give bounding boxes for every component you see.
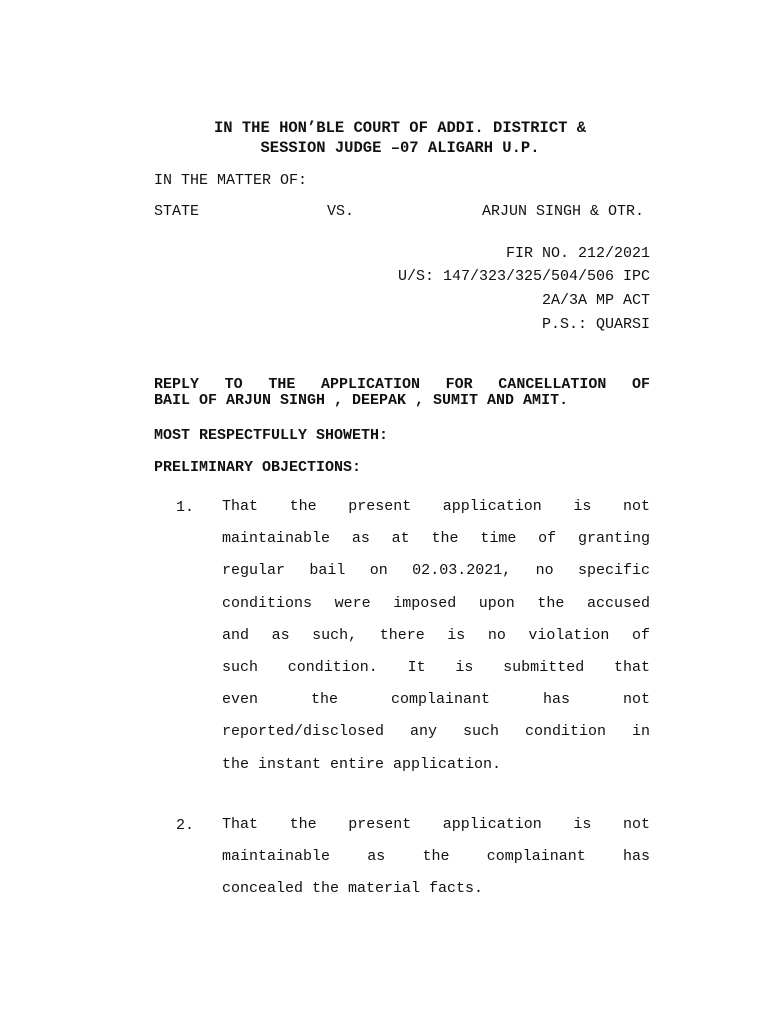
objection-line: concealed the material facts. [222, 880, 484, 898]
objection-line: maintainable as at the time of granting [222, 530, 650, 548]
subject-line-1: REPLY TO THE APPLICATION FOR CANCELLATION OF [154, 376, 650, 393]
subject-line-2: BAIL OF ARJUN SINGH , DEEPAK , SUMIT AND AMIT. [154, 392, 569, 409]
objection-line: such condition. It is submitted that [222, 658, 650, 676]
court-heading [140, 118, 660, 158]
sections-charged: U/S: 147/323/325/504/506 IPC [397, 268, 650, 285]
objection-line: regular bail on 02.03.2021, no specific [222, 562, 650, 580]
objection-line: That the present application is not [222, 498, 650, 515]
objection-number: 1. [176, 499, 195, 516]
police-station: P.S.: QUARSI [541, 316, 650, 333]
objection-line: reported/disclosed any such condition in [222, 723, 650, 741]
objections-heading: PRELIMINARY OBJECTIONS: [154, 459, 362, 476]
party-petitioner: STATE [154, 203, 200, 220]
objection-line: That the present application is not [222, 816, 650, 833]
versus-label: VS. [327, 203, 355, 220]
showeth-heading: MOST RESPECTFULLY SHOWETH: [154, 427, 389, 444]
court-heading-line-1: IN THE HON’BLE COURT OF ADDI. DISTRICT & [213, 119, 587, 137]
reply-subject [154, 377, 650, 409]
objection-text [222, 499, 650, 789]
objection-number: 2. [176, 817, 195, 834]
objection-text [222, 817, 650, 914]
court-heading-line-2: SESSION JUDGE –07 ALIGARH U.P. [260, 139, 540, 157]
objection-line: and as such, there is no violation of [222, 626, 650, 644]
objection-line: the instant entire application. [222, 755, 502, 773]
party-respondent: ARJUN SINGH & OTR. [481, 203, 644, 220]
fir-number: FIR NO. 212/2021 [505, 245, 650, 262]
objection-line: conditions were imposed upon the accused [222, 594, 650, 612]
objection-line: even the complainant has not [222, 691, 650, 709]
act-reference: 2A/3A MP ACT [541, 292, 650, 309]
objection-line: maintainable as the complainant has [222, 848, 650, 866]
matter-intro: IN THE MATTER OF: [154, 172, 308, 189]
